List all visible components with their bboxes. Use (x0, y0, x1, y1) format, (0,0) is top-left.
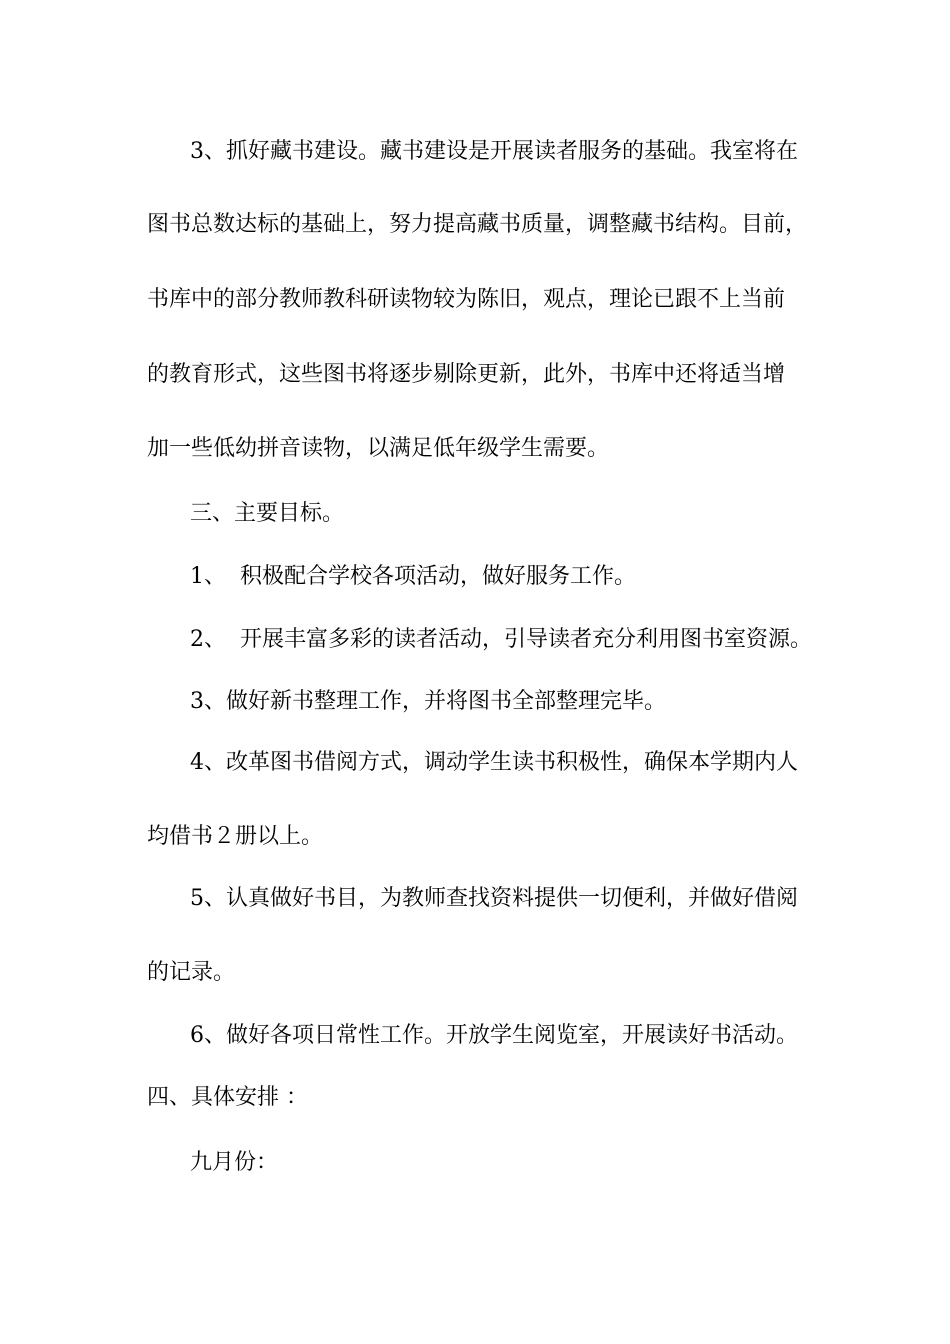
section-heading-schedule: 四、具体安排 ： (147, 1085, 308, 1110)
goal-item-4: 4、改革图书借阅方式，调动学生读书积极性，确保本学期内人 (190, 750, 798, 775)
month-heading-september: 九月份： (190, 1150, 279, 1175)
paragraph-line: 书库中的部分教师教科研读物较为陈旧，观点，理论已跟不上当前 (147, 287, 786, 312)
goal-item-5-continuation: 的记录。 (147, 960, 236, 985)
section-heading-main-goals: 三、主要目标。 (190, 501, 345, 526)
goal-item-3: 3、做好新书整理工作，并将图书全部整理完毕。 (190, 689, 666, 714)
paragraph-line-collection-building: 3、抓好藏书建设。藏书建设是开展读者服务的基础。我室将在 (190, 139, 798, 164)
paragraph-line: 的教育形式，这些图书将逐步剔除更新，此外，书库中还将适当增 (147, 362, 786, 387)
paragraph-line: 加一些低幼拼音读物，以满足低年级学生需要。 (147, 436, 610, 461)
goal-item-4-continuation: 均借书２册以上。 (147, 824, 324, 849)
paragraph-line: 图书总数达标的基础上，努力提高藏书质量，调整藏书结构。目前， (147, 212, 808, 237)
goal-item-6: 6、做好各项日常性工作。开放学生阅览室，开展读好书活动。 (190, 1023, 798, 1048)
goal-item-2: 2、 开展丰富多彩的读者活动，引导读者充分利用图书室资源。 (190, 627, 812, 652)
goal-item-5: 5、认真做好书目，为教师查找资料提供一切便利，并做好借阅 (190, 886, 798, 911)
goal-item-1: 1、 积极配合学校各项活动，做好服务工作。 (190, 564, 636, 589)
